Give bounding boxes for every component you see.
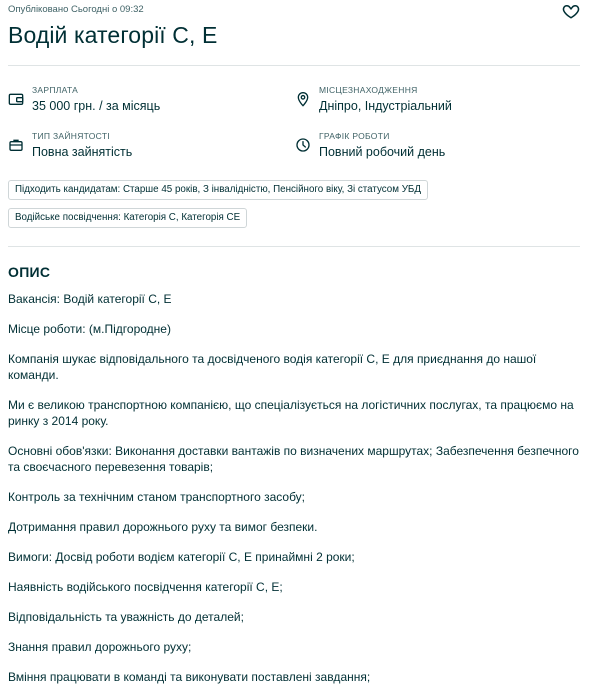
tag-suitable-candidates: Підходить кандидатам: Старше 45 років, З інвалідністю, Пенсійного віку, Зі статусом УБД [8, 180, 428, 200]
fact-label: ЗАРПЛАТА [32, 85, 79, 95]
description-title: ОПИС [8, 264, 51, 280]
description-paragraph: Відповідальність та уважність до деталей; [8, 610, 244, 624]
divider [8, 246, 580, 247]
description-paragraph: Наявність водійського посвідчення категорії С, Е; [8, 580, 283, 594]
description-paragraph: Знання правил дорожнього руху; [8, 640, 192, 654]
divider [8, 65, 580, 66]
description-paragraph: Вміння працювати в команді та виконувати поставлені завдання; [8, 670, 371, 684]
description-body [8, 291, 580, 699]
fact-location [295, 84, 575, 124]
tag-driver-license: Водійське посвідчення: Категорія C, Категорія CE [8, 208, 247, 228]
description-paragraph: Місце роботи: (м.Підгородне) [8, 322, 171, 336]
fact-value: Повний робочий день [319, 145, 446, 159]
fact-label: ТИП ЗАЙНЯТОСТІ [32, 131, 110, 141]
fact-value: Дніпро, Індустріальний [319, 99, 452, 113]
fact-label: МІСЦЕЗНАХОДЖЕННЯ [319, 85, 418, 95]
fact-value: 35 000 грн. / за місяць [32, 99, 161, 113]
description-paragraph: Вакансія: Водій категорії С, Е [8, 292, 172, 306]
location-pin-icon [295, 91, 311, 107]
wallet-icon [8, 91, 24, 107]
description-paragraph: Ми є великою транспортною компанією, що спеціалізується на логістичних послугах, та працюємо на ринку з 2014 року. [8, 398, 574, 428]
description-paragraph: Контроль за технічним станом транспортного засобу; [8, 490, 306, 504]
fact-value: Повна зайнятість [32, 145, 133, 159]
description-paragraph: Компанія шукає відповідального та досвідченого водія категорії С, Е для приєднання до нашої команди. [8, 352, 537, 382]
fact-label: ГРАФІК РОБОТИ [319, 131, 390, 141]
description-paragraph: Вимоги: Досвід роботи водієм категорії С, Е принаймні 2 роки; [8, 550, 355, 564]
fact-schedule [295, 130, 575, 170]
description-paragraph: Основні обов'язки: Виконання доставки вантажів по визначених маршрутах; Забезпечення безпечного та своєчасного перевезення товарів; [8, 444, 579, 474]
job-title: Водій категорії С, Е [8, 22, 218, 48]
published-date: Опубліковано Сьогодні о 09:32 [8, 4, 144, 15]
clock-icon [295, 137, 311, 153]
briefcase-icon [8, 137, 24, 153]
fact-salary [8, 84, 288, 124]
heart-icon[interactable] [562, 2, 580, 20]
description-paragraph: Дотримання правил дорожнього руху та вимог безпеки. [8, 520, 318, 534]
fact-employment-type [8, 130, 288, 170]
